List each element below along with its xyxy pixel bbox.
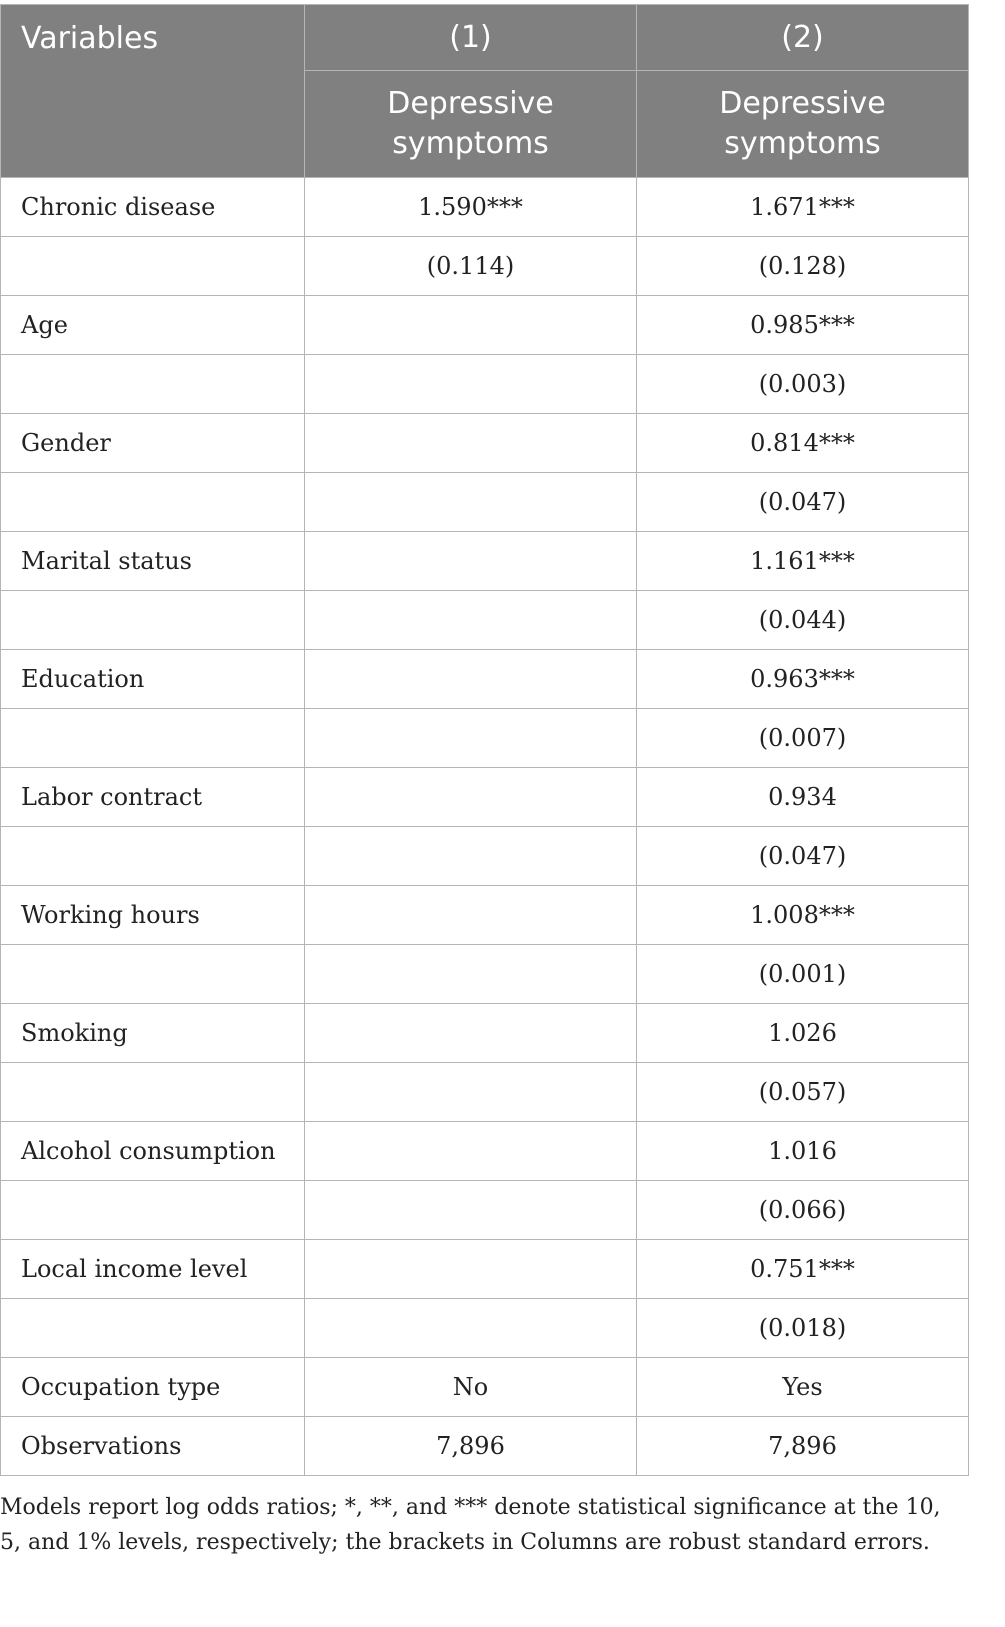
column-2-value: 0.814*** bbox=[637, 414, 969, 473]
column-1-value bbox=[305, 1181, 637, 1240]
column-2-value: 1.016 bbox=[637, 1122, 969, 1181]
column-1-value: 7,896 bbox=[305, 1417, 637, 1476]
table-header bbox=[1, 5, 969, 178]
table-row bbox=[1, 591, 969, 650]
column-2-value: 0.985*** bbox=[637, 296, 969, 355]
table-body bbox=[1, 178, 969, 1476]
row-label bbox=[1, 237, 305, 296]
table-row bbox=[1, 1181, 969, 1240]
table-row bbox=[1, 1122, 969, 1181]
column-1-value bbox=[305, 886, 637, 945]
column-2-value: (0.001) bbox=[637, 945, 969, 1004]
row-label: Labor contract bbox=[1, 768, 305, 827]
table-row bbox=[1, 768, 969, 827]
row-label bbox=[1, 473, 305, 532]
table-row bbox=[1, 1063, 969, 1122]
row-label: Marital status bbox=[1, 532, 305, 591]
column-1-value bbox=[305, 1063, 637, 1122]
row-label: Education bbox=[1, 650, 305, 709]
table-row bbox=[1, 1417, 969, 1476]
row-label: Age bbox=[1, 296, 305, 355]
column-2-value: (0.018) bbox=[637, 1299, 969, 1358]
row-label: Alcohol consumption bbox=[1, 1122, 305, 1181]
column-1-value bbox=[305, 650, 637, 709]
table-footnote: Models report log odds ratios; *, **, and *** denote statistical significance at the 10, 5, and 1% levels, respectively; the brackets in Columns are robust standard errors. bbox=[0, 1495, 941, 1555]
column-1-value bbox=[305, 591, 637, 650]
table-row bbox=[1, 886, 969, 945]
row-label bbox=[1, 355, 305, 414]
column-1-value bbox=[305, 827, 637, 886]
regression-table-container bbox=[0, 4, 968, 1476]
column-1-value: 1.590*** bbox=[305, 178, 637, 237]
row-label: Occupation type bbox=[1, 1358, 305, 1417]
table-row bbox=[1, 650, 969, 709]
column-1-value bbox=[305, 1299, 637, 1358]
column-2-value: 0.963*** bbox=[637, 650, 969, 709]
column-1-value bbox=[305, 532, 637, 591]
column-2-value: (0.066) bbox=[637, 1181, 969, 1240]
column-2-value: 0.751*** bbox=[637, 1240, 969, 1299]
column-2-value: (0.057) bbox=[637, 1063, 969, 1122]
table-row bbox=[1, 237, 969, 296]
row-label: Smoking bbox=[1, 1004, 305, 1063]
table-row bbox=[1, 473, 969, 532]
row-label: Observations bbox=[1, 1417, 305, 1476]
table-row bbox=[1, 355, 969, 414]
table-row bbox=[1, 1299, 969, 1358]
row-label bbox=[1, 709, 305, 768]
column-1-value bbox=[305, 945, 637, 1004]
row-label: Gender bbox=[1, 414, 305, 473]
regression-table bbox=[0, 4, 969, 1476]
column-2-value: (0.128) bbox=[637, 237, 969, 296]
table-row bbox=[1, 945, 969, 1004]
column-2-value: 1.026 bbox=[637, 1004, 969, 1063]
row-label: Working hours bbox=[1, 886, 305, 945]
row-label bbox=[1, 945, 305, 1004]
column-2-value: 7,896 bbox=[637, 1417, 969, 1476]
variables-header: Variables bbox=[1, 5, 305, 178]
table-row bbox=[1, 827, 969, 886]
column-1-value bbox=[305, 1004, 637, 1063]
column-1-value bbox=[305, 1240, 637, 1299]
column-2-value: 1.161*** bbox=[637, 532, 969, 591]
row-label bbox=[1, 591, 305, 650]
row-label bbox=[1, 827, 305, 886]
column-1-value: No bbox=[305, 1358, 637, 1417]
table-row bbox=[1, 1004, 969, 1063]
table-row bbox=[1, 414, 969, 473]
column-2-value: (0.003) bbox=[637, 355, 969, 414]
row-label: Local income level bbox=[1, 1240, 305, 1299]
column-1-value bbox=[305, 355, 637, 414]
table-row bbox=[1, 296, 969, 355]
column-2-value: 1.008*** bbox=[637, 886, 969, 945]
column-2-value: 1.671*** bbox=[637, 178, 969, 237]
row-label bbox=[1, 1299, 305, 1358]
column-1-value bbox=[305, 296, 637, 355]
column-1-number: (1) bbox=[305, 5, 637, 71]
column-1-value bbox=[305, 1122, 637, 1181]
row-label: Chronic disease bbox=[1, 178, 305, 237]
column-2-value: Yes bbox=[637, 1358, 969, 1417]
table-row bbox=[1, 1358, 969, 1417]
column-1-value bbox=[305, 473, 637, 532]
column-2-value: 0.934 bbox=[637, 768, 969, 827]
table-row bbox=[1, 709, 969, 768]
column-1-value bbox=[305, 414, 637, 473]
table-row bbox=[1, 1240, 969, 1299]
column-2-dependent-variable: Depressive symptoms bbox=[637, 71, 969, 178]
column-2-value: (0.007) bbox=[637, 709, 969, 768]
row-label bbox=[1, 1181, 305, 1240]
row-label bbox=[1, 1063, 305, 1122]
table-row bbox=[1, 178, 969, 237]
column-2-value: (0.044) bbox=[637, 591, 969, 650]
column-1-value bbox=[305, 709, 637, 768]
column-2-number: (2) bbox=[637, 5, 969, 71]
column-2-value: (0.047) bbox=[637, 827, 969, 886]
column-1-value: (0.114) bbox=[305, 237, 637, 296]
column-1-value bbox=[305, 768, 637, 827]
table-row bbox=[1, 532, 969, 591]
column-2-value: (0.047) bbox=[637, 473, 969, 532]
column-1-dependent-variable: Depressive symptoms bbox=[305, 71, 637, 178]
